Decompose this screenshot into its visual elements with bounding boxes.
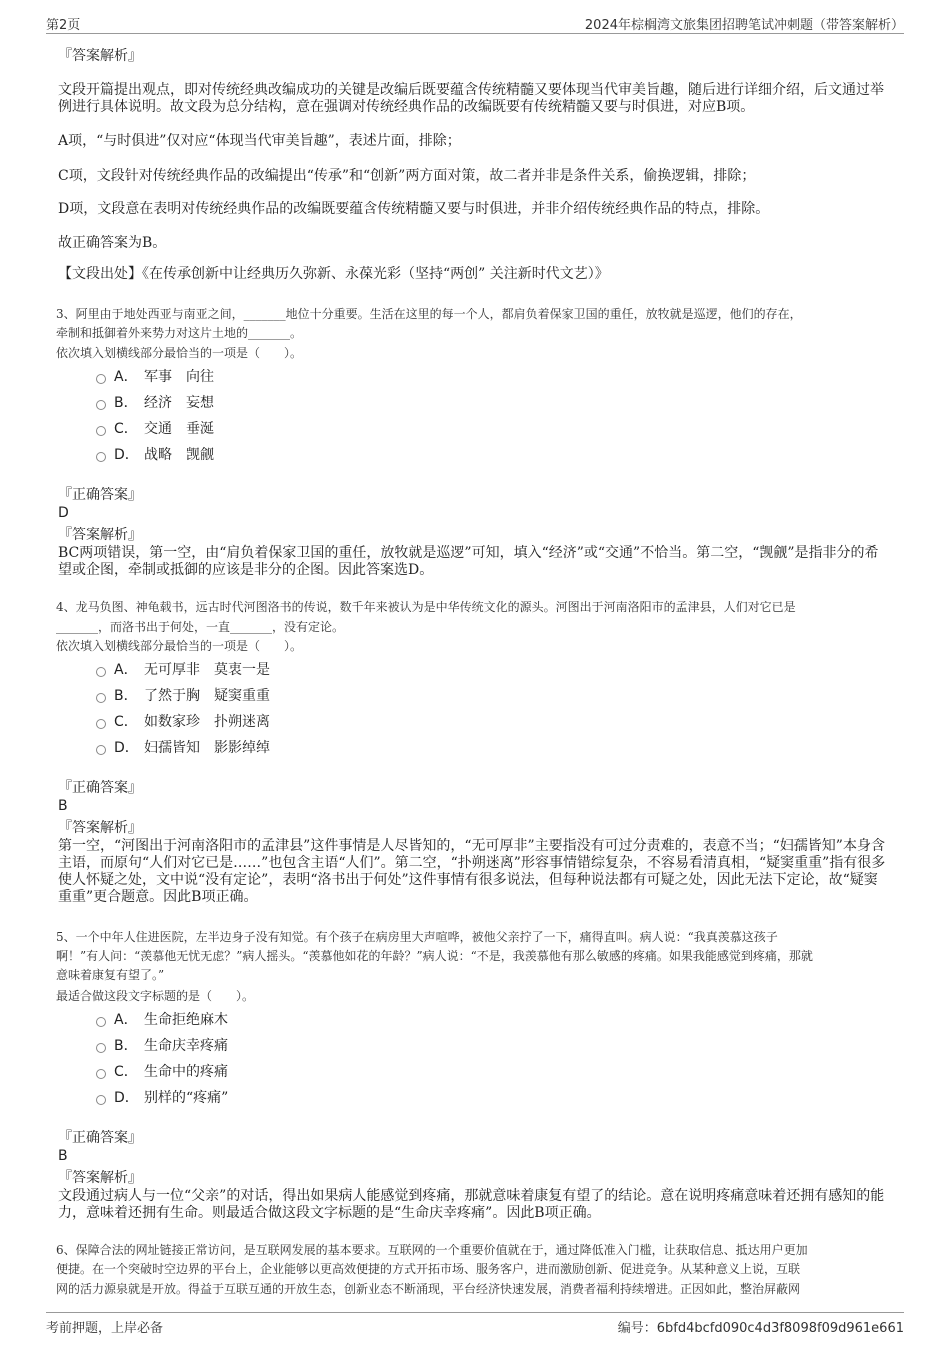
q6-stem-line-2: 便捷。在一个突破时空边界的平台上，企业能够以更高效便捷的方式开拓市场、服务客户，进而激励创新、促进竞争。从某种意义上说，互联	[56, 1262, 801, 1276]
q4-option-c[interactable]: C． 如数家珍 扑朔迷离	[96, 712, 270, 732]
q5-stem-line-2: 啊！”有人问：“羡慕他无忧无虑？”病人摇头。“羡慕他如花的年龄？”病人说：“不是，我羡慕他有那么敏感的疼痛。如果我能感觉到疼痛，那就	[56, 949, 813, 963]
q5-option-b[interactable]: B． 生命庆幸疼痛	[96, 1036, 228, 1056]
q2-option-a-explanation: A项，“与时俱进”仅对应“体现当代审美旨趣”，表述片面，排除；	[58, 133, 461, 149]
q4-answer: B	[58, 798, 68, 814]
q4-stem-line-2: _______，而洛书出于何处，一直_______，没有定论。	[56, 620, 345, 634]
q5-instruction: 最适合做这段文字标题的是（ ）。	[56, 989, 255, 1003]
q4-answer-title: 『正确答案』	[58, 780, 142, 796]
q3-option-a[interactable]: A． 军事 向往	[96, 367, 214, 387]
q2-conclusion: 故正确答案为B。	[58, 235, 167, 251]
q5-option-c[interactable]: C． 生命中的疼痛	[96, 1062, 228, 1082]
radio-icon[interactable]	[96, 1017, 106, 1027]
q2-source: 【文段出处】《在传承创新中让经典历久弥新、永葆光彩（坚持“两创” 关注新时代文艺）》	[58, 266, 609, 282]
q5-answer-title: 『正确答案』	[58, 1130, 142, 1146]
q3-option-c[interactable]: C． 交通 垂涎	[96, 419, 214, 439]
page-header	[46, 10, 904, 34]
radio-icon[interactable]	[96, 1043, 106, 1053]
q3-analysis-title: 『答案解析』	[58, 527, 142, 543]
radio-icon[interactable]	[96, 719, 106, 729]
q2-analysis-title: 『答案解析』	[58, 48, 142, 64]
radio-icon[interactable]	[96, 374, 106, 384]
q3-option-d[interactable]: D． 战略 觊觎	[96, 445, 214, 465]
q2-option-d-explanation: D项，文段意在表明对传统经典作品的改编既要蕴含传统精髓又要与时俱进，并非介绍传统经典作品的特点，排除。	[58, 201, 770, 217]
q2-option-c-explanation: C项，文段针对传统经典作品的改编提出“传承”和“创新”两方面对策，故二者并非是条件关系，偷换逻辑，排除；	[58, 168, 756, 184]
document-title: 2024年棕榈湾文旅集团招聘笔试冲刺题（带答案解析）	[584, 18, 904, 33]
radio-icon[interactable]	[96, 1069, 106, 1079]
q5-option-a[interactable]: A． 生命拒绝麻木	[96, 1010, 228, 1030]
radio-icon[interactable]	[96, 693, 106, 703]
radio-icon[interactable]	[96, 745, 106, 755]
q3-stem-line-1: 3、阿里由于地处西亚与南亚之间，_______地位十分重要。生活在这里的每一个人，都肩负着保家卫国的重任，放牧就是巡逻，他们的存在，	[56, 307, 802, 321]
q5-answer: B	[58, 1148, 68, 1164]
q4-analysis-title: 『答案解析』	[58, 820, 142, 836]
q5-stem-line-1: 5、一个中年人住进医院，左半边身子没有知觉。有个孩子在病房里大声喧哗，被他父亲拧了一下，痛得直叫。病人说：“我真羡慕这孩子	[56, 930, 778, 944]
radio-icon[interactable]	[96, 400, 106, 410]
q4-option-b[interactable]: B． 了然于胸 疑窦重重	[96, 686, 270, 706]
q3-answer: D	[58, 505, 69, 521]
radio-icon[interactable]	[96, 426, 106, 436]
q3-answer-title: 『正确答案』	[58, 487, 142, 503]
q5-option-d[interactable]: D． 别样的“疼痛”	[96, 1088, 228, 1108]
q4-instruction: 依次填入划横线部分最恰当的一项是（ ）。	[56, 639, 303, 653]
q4-option-a[interactable]: A． 无可厚非 莫衷一是	[96, 660, 270, 680]
q3-instruction: 依次填入划横线部分最恰当的一项是（ ）。	[56, 346, 303, 360]
page-footer	[46, 1312, 904, 1336]
q3-analysis-text: BC两项错误，第一空，由“肩负着保家卫国的重任，放牧就是巡逻”可知，填入“经济”或“交通”不恰当。第二空，“觊觎”是指非分的希望或企图，牵制或抵御的应该是非分的企图。因此答案选D。	[58, 545, 879, 578]
q3-option-b[interactable]: B． 经济 妄想	[96, 393, 214, 413]
q4-stem-line-1: 4、龙马负图、神龟载书，远古时代河图洛书的传说，数千年来被认为是中华传统文化的源头。河图出于河南洛阳市的孟津县，人们对它已是	[56, 600, 796, 614]
q3-stem-line-2: 牵制和抵御着外来势力对这片土地的_______。	[56, 326, 303, 340]
page-number: 第2页	[46, 18, 81, 33]
document-id: 编号：6bfd4bcfd090c4d3f8098f09d961e661	[617, 1321, 904, 1336]
radio-icon[interactable]	[96, 667, 106, 677]
q6-stem-line-1: 6、保障合法的网址链接正常访问，是互联网发展的基本要求。互联网的一个重要价值就在于，通过降低准入门槛，让获取信息、抵达用户更加	[56, 1243, 808, 1257]
radio-icon[interactable]	[96, 1095, 106, 1105]
q4-option-d[interactable]: D． 妇孺皆知 影影绰绰	[96, 738, 270, 758]
radio-icon[interactable]	[96, 452, 106, 462]
q5-analysis-text: 文段通过病人与一位“父亲”的对话，得出如果病人能感觉到疼痛，那就意味着康复有望了的结论。意在说明疼痛意味着还拥有感知的能力，意味着还拥有生命。则最适合做这段文字标题的是“生命庆幸疼痛”。因此B项正确。	[58, 1188, 885, 1221]
q4-analysis-text: 第一空，“河图出于河南洛阳市的孟津县”这件事情是人尽皆知的，“无可厚非”主要指没有可过分责难的，表意不当；“妇孺皆知”本身含主语，而原句“人们对它已是……”也包含主语“人们”。第二空，“扑朔迷离”形容事情错综复杂，不容易看清真相，“疑窦重重”指有很多使人怀疑之处，文中说“没有定论”，表明“洛书出于何处”这件事情有很多说法，但每种说法都有可疑之处，因此无法下定论，故“疑窦重重”更合题意。因此B项正确。	[58, 838, 886, 905]
q5-analysis-title: 『答案解析』	[58, 1170, 142, 1186]
q2-analysis-text: 文段开篇提出观点，即对传统经典改编成功的关键是改编后既要蕴含传统精髓又要体现当代审美旨趣，随后进行详细介绍，后文通过举例进行具体说明。故文段为总分结构，意在强调对传统经典作品的改编既要有传统精髓又要与时俱进，对应B项。	[58, 82, 884, 115]
footer-slogan: 考前押题，上岸必备	[46, 1321, 164, 1336]
q6-stem-line-3: 网的活力源泉就是开放。得益于互联互通的开放生态，创新业态不断涌现，平台经济快速发展，消费者福利持续增进。正因如此，整治屏蔽网	[56, 1282, 801, 1296]
q5-stem-line-3: 意味着康复有望了。”	[56, 968, 165, 982]
